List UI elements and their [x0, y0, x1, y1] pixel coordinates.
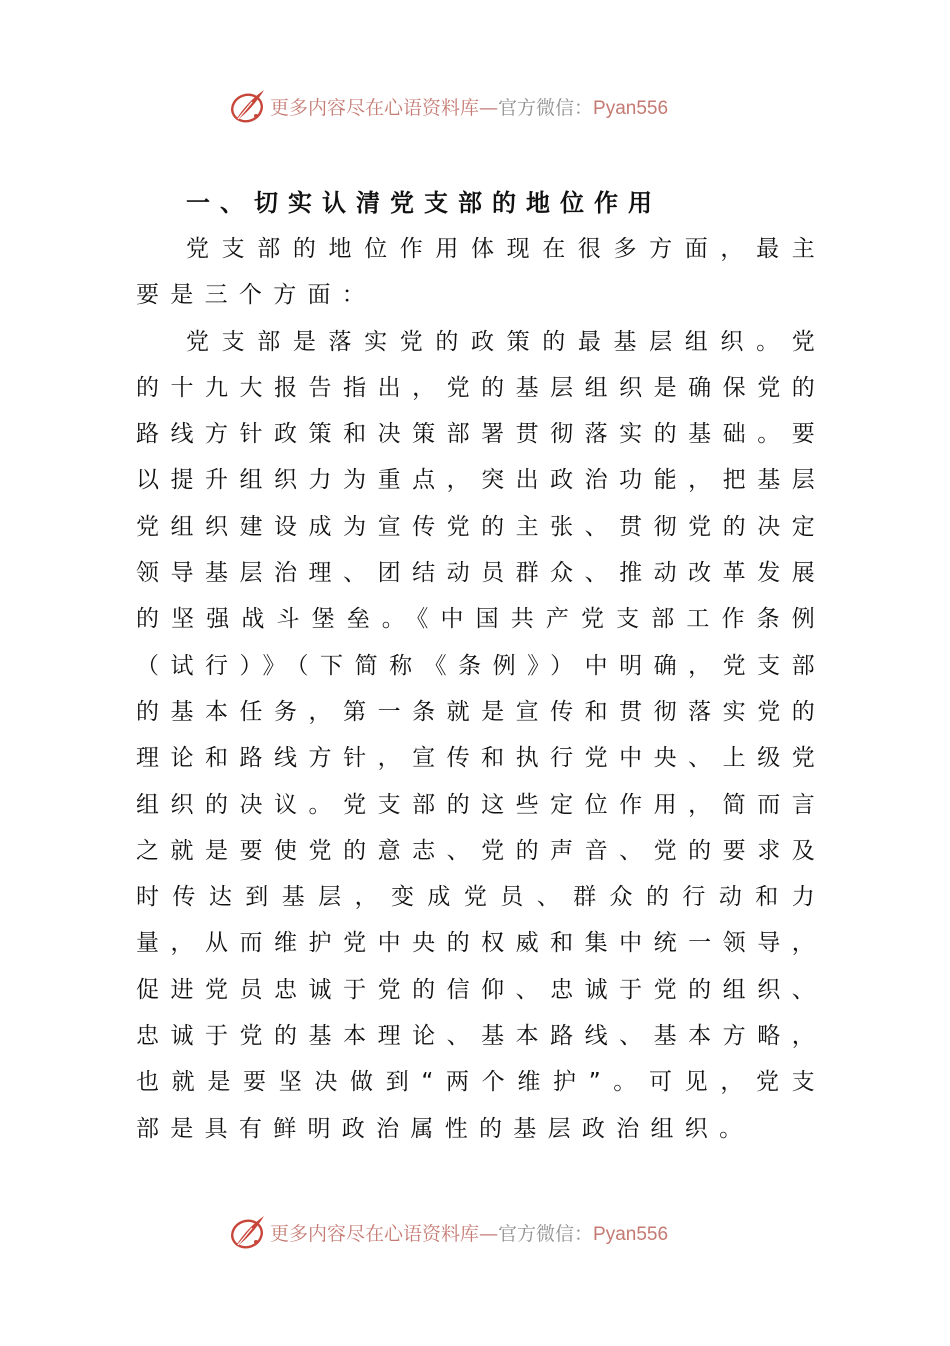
footer-watermark-banner	[228, 1212, 748, 1252]
footer-banner-label: 官方微信：	[498, 1222, 594, 1245]
section-heading: 一、切实认清党支部的地位作用	[186, 189, 662, 217]
header-banner-label: 官方微信：	[498, 96, 594, 119]
paragraph-main: 党支部是落实党的政策的最基层组织。党的十九大报告指出，党的基层组织是确保党的路线方针政策和决策部署贯彻落实的基础。要以提升组织力为重点，突出政治功能，把基层党组织建设成为宣传党的主张、贯彻党的决定领导基层治理、团结动员群众、推动改革发展的坚强战斗堡垒。《中国共产党支部工作条例（试行）》（下简称《条例》）中明确，党支部的基本任务，第一条就是宣传和贯彻落实党的理论和路线方针，宣传和执行党中央、上级党组织的决议。党支部的这些定位作用，简而言之就是要使党的意志、党的声音、党的要求及时传达到基层，变成党员、群众的行动和力量，从而维护党中央的权威和集中统一领导，促进党员忠诚于党的信仰、忠诚于党的组织、忠诚于党的基本理论、基本路线、基本方略，也就是要坚决做到“两个维护”。可见，党支部是具有鲜明政治属性的基层政治组织。	[136, 328, 826, 1142]
header-banner-main: 更多内容尽在心语资料库	[270, 96, 480, 119]
document-body	[136, 180, 826, 1152]
footer-banner-wechat-id: Pyan556	[593, 1223, 669, 1245]
footer-banner-dash: —	[479, 1222, 499, 1245]
quill-logo-icon	[228, 86, 268, 126]
quill-logo-icon	[228, 1212, 268, 1252]
footer-banner-text	[270, 1219, 668, 1246]
paragraph-intro: 党支部的地位作用体现在很多方面，最主要是三个方面：	[136, 236, 826, 309]
header-watermark-banner	[228, 86, 748, 126]
header-banner-wechat-id: Pyan556	[593, 97, 669, 119]
header-banner-dash: —	[479, 96, 499, 119]
footer-banner-main: 更多内容尽在心语资料库	[270, 1222, 480, 1245]
header-banner-text	[270, 93, 668, 120]
